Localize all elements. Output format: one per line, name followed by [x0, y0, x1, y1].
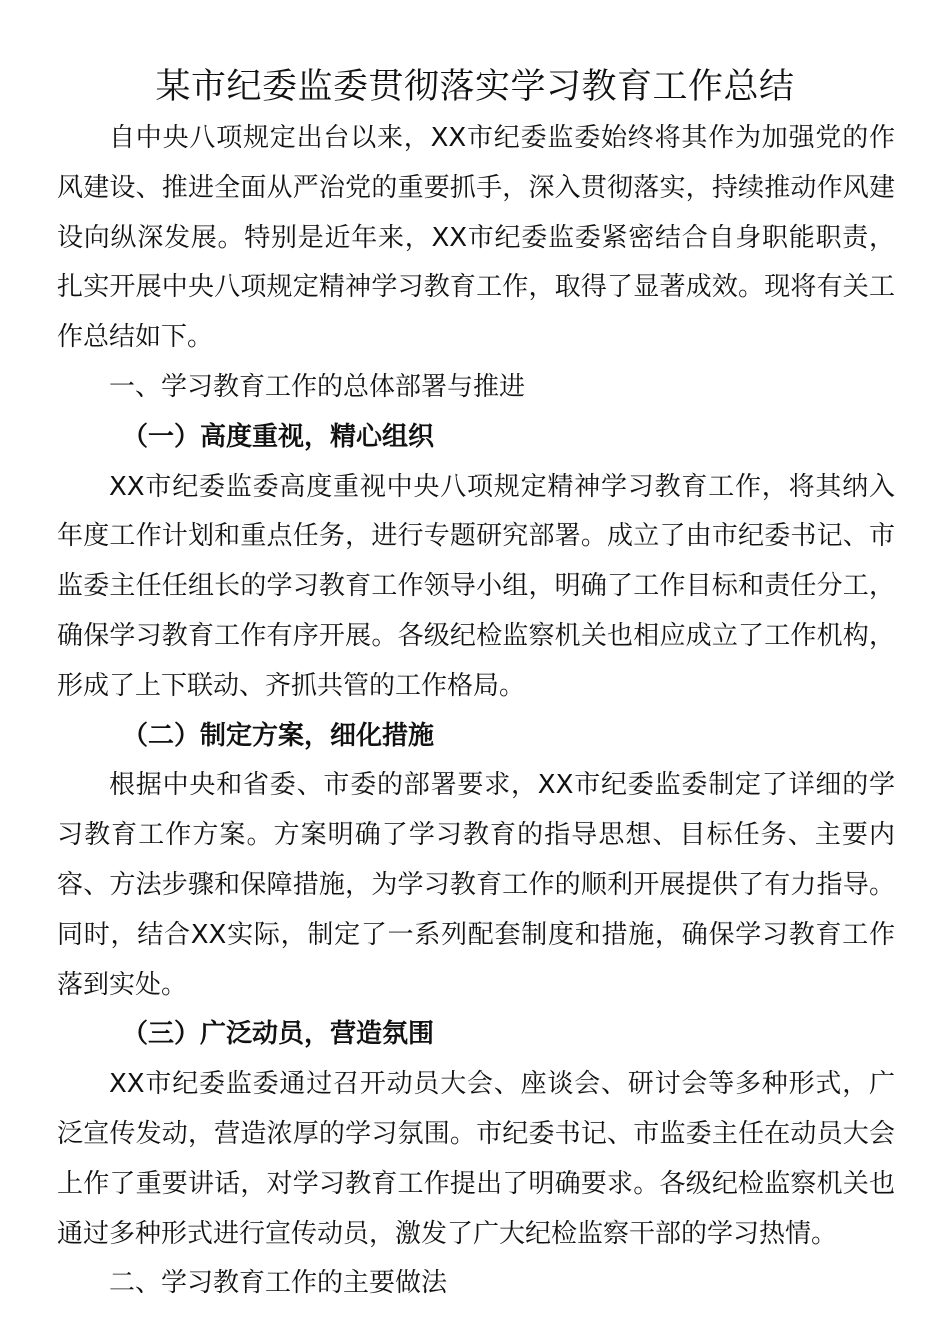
subsection-1-paragraph: XX市纪委监委高度重视中央八项规定精神学习教育工作，将其纳入年度工作计划和重点任务，进行专题研究部署。成立了由市纪委书记、市监委主任任组长的学习教育工作领导小组，明确了工作目标和责任分工，确保学习教育工作有序开展。各级纪检监察机关也相应成立了工作机构，形成了上下联动、齐抓共管的工作格局。: [57, 471, 895, 701]
subsection-3-paragraph: XX市纪委监委通过召开动员大会、座谈会、研讨会等多种形式，广泛宣传发动，营造浓厚的学习氛围。市纪委书记、市监委主任在动员大会上作了重要讲话，对学习教育工作提出了明确要求。各级纪检监察机关也通过多种形式进行宣传动员，激发了广大纪检监察干部的学习热情。: [57, 1069, 895, 1249]
subsection-1-heading: （一）高度重视，精心组织: [122, 421, 435, 452]
section-1-heading: 一、学习教育工作的总体部署与推进: [109, 371, 526, 402]
document-body: [57, 114, 895, 1309]
intro-paragraph: 自中央八项规定出台以来，XX市纪委监委始终将其作为加强党的作风建设、推进全面从严治党的重要抓手，深入贯彻落实，持续推动作风建设向纵深发展。特别是近年来，XX市纪委监委紧密结合自身职能职责，扎实开展中央八项规定精神学习教育工作，取得了显著成效。现将有关工作总结如下。: [57, 123, 895, 353]
section-2-heading: 二、学习教育工作的主要做法: [109, 1268, 448, 1299]
subsection-2-heading: （二）制定方案，细化措施: [122, 720, 435, 751]
subsection-2-paragraph: 根据中央和省委、市委的部署要求，XX市纪委监委制定了详细的学习教育工作方案。方案明确了学习教育的指导思想、目标任务、主要内容、方法步骤和保障措施，为学习教育工作的顺利开展提供了有力指导。同时，结合XX实际，制定了一系列配套制度和措施，确保学习教育工作落到实处。: [57, 770, 895, 1000]
subsection-3-heading: （三）广泛动员，营造氛围: [122, 1019, 435, 1050]
document-title: 某市纪委监委贯彻落实学习教育工作总结: [155, 67, 795, 107]
